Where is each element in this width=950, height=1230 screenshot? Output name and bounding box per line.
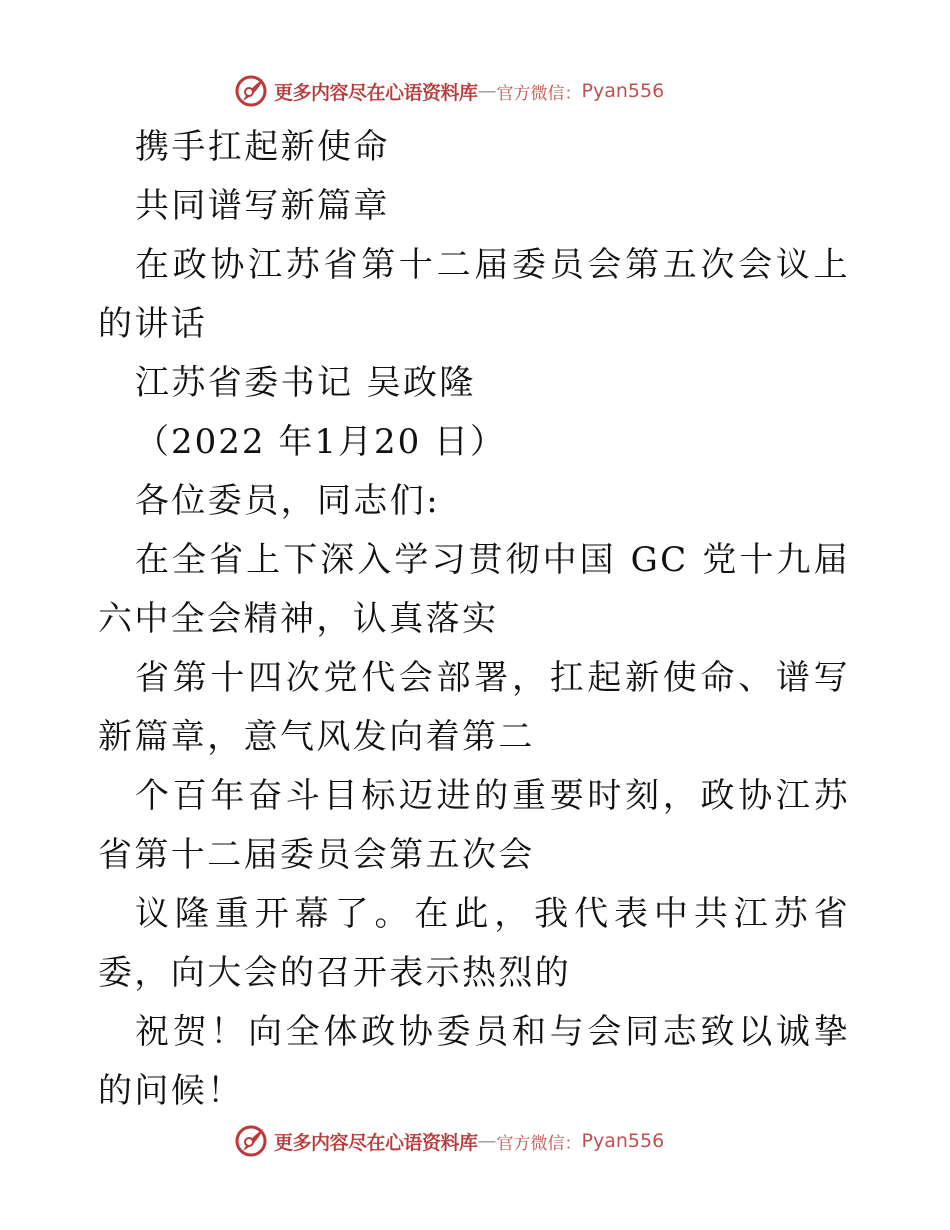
watermark-wechat-label: 官方微信： [496,83,582,104]
quill-logo-icon [234,74,268,108]
salutation: 各位委员，同志们: [135,481,441,521]
watermark-wechat-id: Pyan556 [581,1130,665,1152]
document-body [98,118,850,1121]
watermark-wechat-label: 官方微信： [496,1133,582,1154]
watermark-dash: — [477,80,497,102]
watermark-text: 更多内容尽在心语资料库 [274,81,478,104]
watermark-dash: — [477,1130,497,1152]
paragraph: 个百年奋斗目标迈进的重要时刻，政协江苏省第十二届委员会第五次会 [98,776,850,875]
title-line-1: 携手扛起新使命 [135,127,390,167]
watermark-text: 更多内容尽在心语资料库 [274,1131,478,1154]
speech-date: （2022 年1月20 日） [135,422,507,462]
watermark-wechat-id: Pyan556 [581,80,665,102]
footer-watermark [234,1122,664,1160]
quill-logo-icon [234,1124,268,1158]
speech-subtitle: 在政协江苏省第十二届委员会第五次会议上的讲话 [98,245,850,344]
title-line-2: 共同谱写新篇章 [135,186,390,226]
paragraph: 在全省上下深入学习贯彻中国 GC 党十九届六中全会精神，认真落实 [98,540,850,639]
paragraph: 省第十四次党代会部署，扛起新使命、谱写新篇章，意气风发向着第二 [98,658,850,757]
paragraph: 祝贺！向全体政协委员和与会同志致以诚挚的问候！ [98,1012,850,1111]
header-watermark [234,72,664,110]
speech-author: 江苏省委书记 吴政隆 [135,363,476,403]
paragraph: 议隆重开幕了。在此，我代表中共江苏省委，向大会的召开表示热烈的 [98,894,850,993]
